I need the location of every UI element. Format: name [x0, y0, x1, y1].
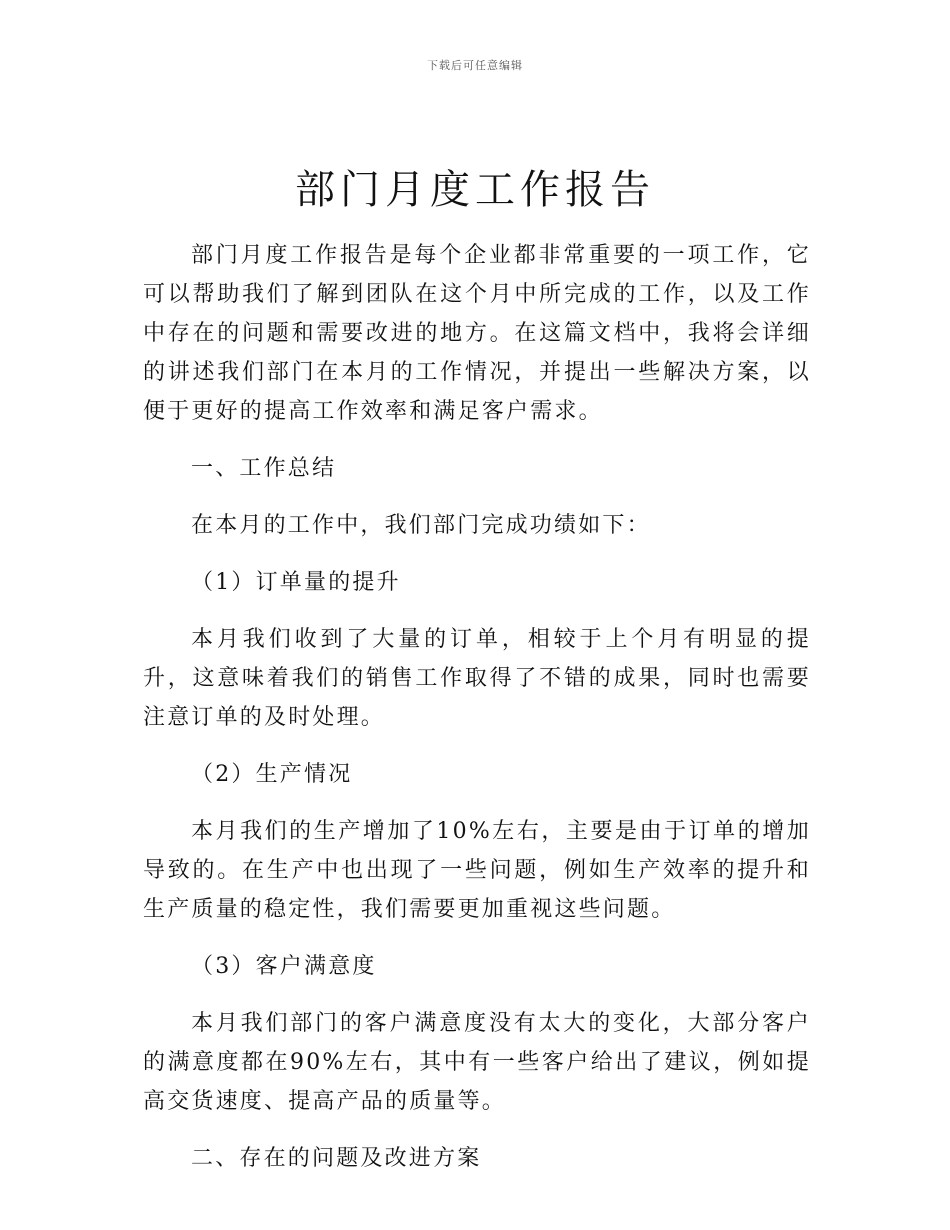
item-body-orders: 本月我们收到了大量的订单，相较于上个月有明显的提升，这意味着我们的销售工作取得了不错的成果，同时也需要注意订单的及时处理。 — [143, 627, 811, 730]
item-heading-production: （2）生产情况 — [191, 762, 353, 787]
item-body-satisfaction: 本月我们部门的客户满意度没有太大的变化，大部分客户的满意度都在90%左右，其中有一些客户给出了建议，例如提高交货速度、提高产品的质量等。 — [143, 1011, 811, 1114]
section-heading-problems: 二、存在的问题及改进方案 — [191, 1146, 482, 1171]
item-body-production: 本月我们的生产增加了10%左右，主要是由于订单的增加导致的。在生产中也出现了一些问题，例如生产效率的提升和生产质量的稳定性，我们需要更加重视这些问题。 — [143, 819, 811, 922]
section-heading-summary: 一、工作总结 — [191, 456, 337, 481]
header-note: 下载后可任意编辑 — [427, 59, 523, 72]
document-title: 部门月度工作报告 — [295, 167, 655, 213]
item-heading-satisfaction: （3）客户满意度 — [191, 954, 377, 979]
document-body — [143, 236, 811, 1196]
summary-lead-paragraph: 在本月的工作中，我们部门完成功绩如下： — [191, 513, 651, 538]
intro-paragraph: 部门月度工作报告是每个企业都非常重要的一项工作，它可以帮助我们了解到团队在这个月中所完成的工作，以及工作中存在的问题和需要改进的地方。在这篇文档中，我将会详细的讲述我们部门在本月的工作情况，并提出一些解决方案，以便于更好的提高工作效率和满足客户需求。 — [143, 243, 811, 424]
item-heading-orders: （1）订单量的提升 — [191, 570, 401, 595]
